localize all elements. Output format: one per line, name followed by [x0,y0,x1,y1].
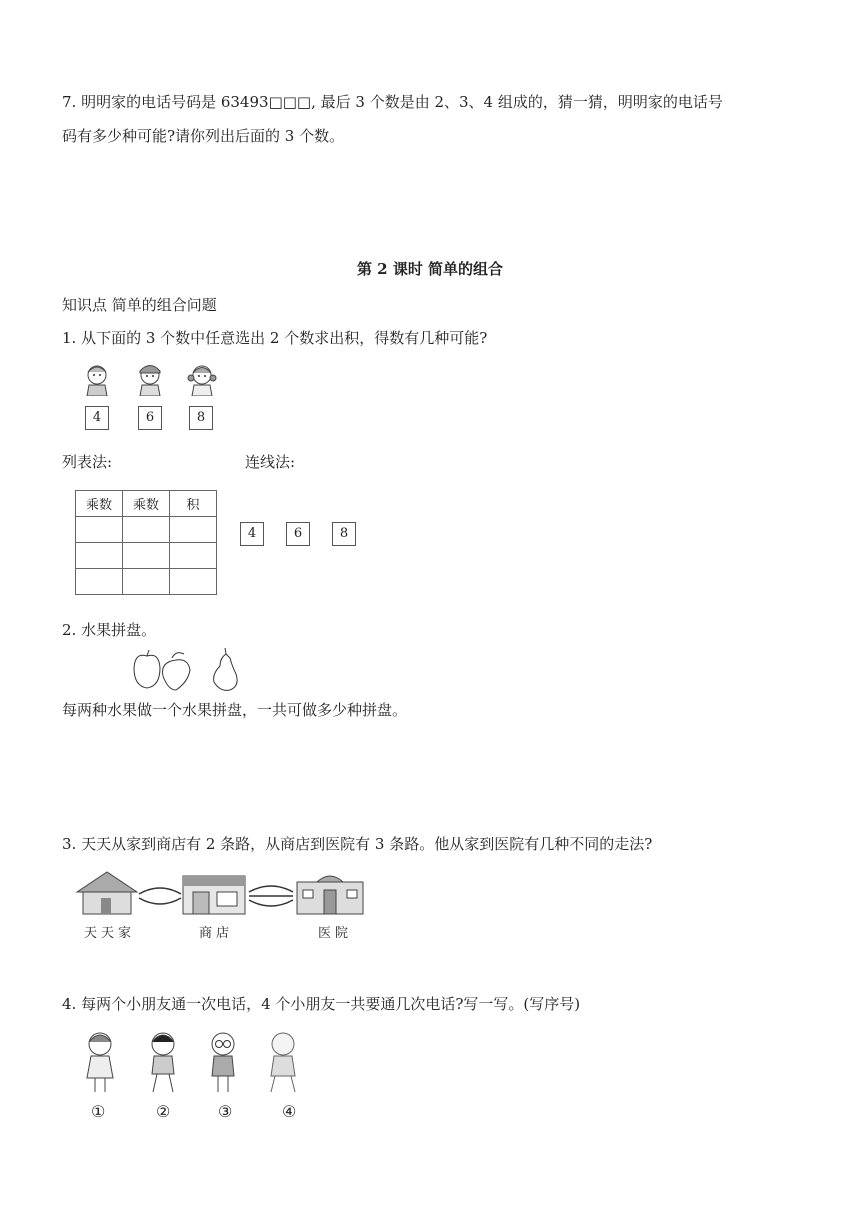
table-header-cell: 乘数 [123,491,170,517]
table-cell[interactable] [123,543,170,569]
girl-icon [87,1033,113,1092]
kid-number-card: 8 [189,406,213,430]
q7-text-line2: 码有多少种可能?请你列出后面的 3 个数。 [62,127,345,145]
table-cell[interactable] [170,517,217,543]
apple-icon [134,650,160,688]
q1-kids-illustration [75,362,225,434]
shop-icon [183,876,245,914]
link-number-box[interactable]: 6 [286,522,310,546]
link-method-label: 连线法: [245,453,296,471]
child-number-4: ④ [282,1102,297,1121]
house-icon [77,872,137,914]
shop-label: 商店 [199,926,234,941]
lesson-title: 第 2 课时 简单的组合 [356,260,504,278]
table-header-cell: 乘数 [76,491,123,517]
table-row [76,543,217,569]
table-cell[interactable] [76,569,123,595]
pear-icon [214,648,238,690]
kid-icon [185,362,219,396]
hospital-icon [297,876,363,914]
q2-question: 每两种水果做一个水果拼盘，一共可做多少种拼盘。 [62,701,408,719]
knowledge-point: 知识点 简单的组合问题 [62,296,217,314]
q3-text: 3. 天天从家到商店有 2 条路，从商店到医院有 3 条路。他从家到医院有几种不同的走法? [62,835,653,853]
kid-icon [133,362,167,396]
route-illustration [75,868,375,918]
home-label: 天天家 [84,926,136,941]
table-header-cell: 积 [170,491,217,517]
road-lines [139,888,181,904]
boy-icon [152,1033,174,1092]
kid-icon [80,362,114,396]
table-row [76,517,217,543]
list-method-label: 列表法: [62,453,113,471]
kid-waving-icon [271,1033,295,1092]
children-illustration [75,1030,315,1094]
table-cell[interactable] [76,543,123,569]
child-number-2: ② [156,1102,171,1121]
q7-text-line1: 7. 明明家的电话号码是 63493□□□, 最后 3 个数是由 2、3、4 组成的，猜一猜，明明家的电话号 [62,93,723,111]
link-number-box[interactable]: 4 [240,522,264,546]
fruit-illustration [130,648,250,692]
kid-number-card: 6 [138,406,162,430]
table-row [76,569,217,595]
q1-text: 1. 从下面的 3 个数中任意选出 2 个数求出积，得数有几种可能? [62,329,488,347]
link-number-box[interactable]: 8 [332,522,356,546]
table-cell[interactable] [76,517,123,543]
table-cell[interactable] [123,569,170,595]
road-lines [249,886,293,906]
table-header-row [76,491,217,517]
q2-text: 2. 水果拼盘。 [62,621,157,639]
kid-number-card: 4 [85,406,109,430]
hospital-label: 医院 [318,926,353,941]
table-cell[interactable] [170,569,217,595]
glasses-kid-icon [212,1033,234,1092]
child-number-3: ③ [218,1102,233,1121]
peach-icon [163,653,190,690]
q4-text: 4. 每两个小朋友通一次电话，4 个小朋友一共要通几次电话?写一写。(写序号) [62,995,581,1013]
child-number-1: ① [91,1102,106,1121]
table-cell[interactable] [170,543,217,569]
list-method-table [75,490,217,595]
table-cell[interactable] [123,517,170,543]
